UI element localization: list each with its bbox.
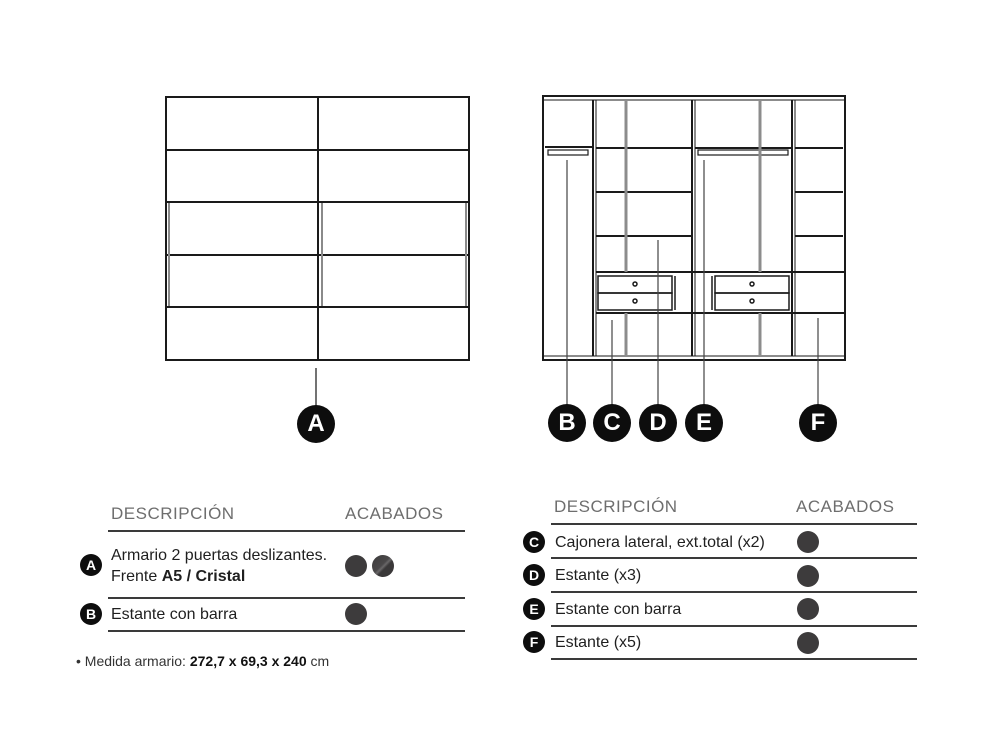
row-badge-d: D	[523, 564, 545, 586]
wardrobe-dimensions-note: • Medida armario: 272,7 x 69,3 x 240 cm	[76, 653, 330, 669]
row-c-description: Cajonera lateral, ext.total (x2)	[555, 534, 765, 551]
row-f-description: Estante (x5)	[555, 634, 642, 651]
divider	[551, 658, 917, 660]
divider	[108, 597, 465, 599]
row-a-line2: Frente A5 / Cristal	[111, 568, 246, 585]
swatch-glass	[372, 555, 394, 577]
swatch-dark	[797, 531, 819, 553]
row-e-description: Estante con barra	[555, 601, 682, 618]
swatch-dark	[345, 603, 367, 625]
row-b-description: Estante con barra	[111, 606, 238, 623]
row-a-description	[111, 545, 327, 587]
divider	[108, 630, 465, 632]
callout-d: D	[639, 404, 677, 442]
right-header-finishes: ACABADOS	[796, 497, 895, 516]
swatch-dark	[345, 555, 367, 577]
row-a-line1: Armario 2 puertas deslizantes.	[111, 547, 328, 564]
callout-f: F	[799, 404, 837, 442]
row-badge-e: E	[523, 598, 545, 620]
swatch-dark	[797, 565, 819, 587]
row-badge-a: A	[80, 554, 102, 576]
callout-a: A	[297, 405, 335, 443]
swatch-dark	[797, 632, 819, 654]
divider	[551, 625, 917, 627]
left-header-finishes: ACABADOS	[345, 504, 444, 523]
row-badge-b: B	[80, 603, 102, 625]
divider	[551, 557, 917, 559]
divider	[551, 591, 917, 593]
swatch-dark	[797, 598, 819, 620]
row-badge-f: F	[523, 631, 545, 653]
left-header-description: DESCRIPCIÓN	[111, 504, 235, 523]
divider	[108, 530, 465, 532]
callout-c: C	[593, 404, 631, 442]
divider	[551, 523, 917, 525]
callout-e: E	[685, 404, 723, 442]
row-badge-c: C	[523, 531, 545, 553]
callout-b: B	[548, 404, 586, 442]
right-header-description: DESCRIPCIÓN	[554, 497, 678, 516]
row-d-description: Estante (x3)	[555, 567, 642, 584]
